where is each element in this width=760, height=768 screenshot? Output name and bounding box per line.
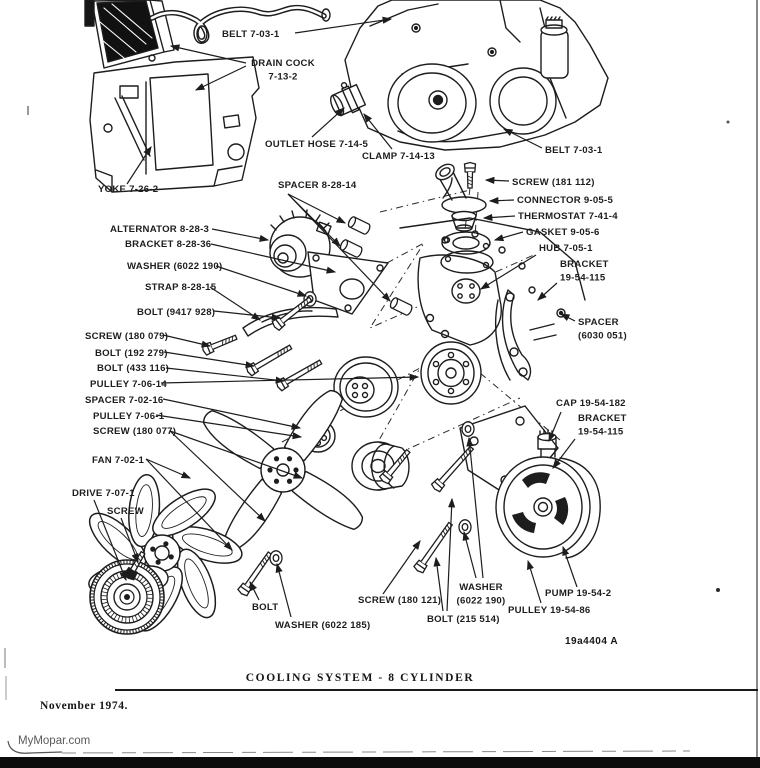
part-label-gasket: GASKET 9-05-6: [526, 227, 600, 238]
leader-line-bolt-433-116: [166, 368, 284, 381]
radiator: [85, 0, 174, 68]
part-label-pulley-19-54-86: PULLEY 19-54-86: [508, 605, 591, 616]
part-label-spacer-8-28-14: SPACER 8-28-14: [278, 180, 357, 191]
watermark-link[interactable]: MyMopar.com: [18, 735, 91, 747]
leader-line-spacer-6030: [561, 314, 575, 321]
part-label-screw-181-112: SCREW (181 112): [512, 177, 595, 188]
part-label-alternator: ALTERNATOR 8-28-3: [110, 224, 210, 235]
fastener: [275, 357, 323, 391]
part-label-bolt-192-279: BOLT (192 279): [95, 348, 168, 359]
leader-line-bolt-plain: [250, 582, 259, 600]
part-label-belt-right: BELT 7-03-1: [545, 145, 603, 156]
part-label-drain-cock: DRAIN COCK 7-13-2: [251, 58, 315, 83]
part-label-washer-6022-190-btm: WASHER (6022 190): [456, 582, 506, 607]
washer-part: [462, 422, 474, 436]
part-label-washer-left: WASHER (6022 190): [127, 261, 223, 272]
thermostat-part: [452, 212, 476, 232]
leader-line-alternator: [212, 229, 268, 240]
yoke-support: [90, 57, 259, 192]
crank-pulley: [421, 342, 481, 404]
part-label-outlet-hose: OUTLET HOSE 7-14-5: [265, 139, 369, 150]
fastener: [245, 342, 293, 376]
part-label-bolt-9417-928: BOLT (9417 928): [137, 307, 216, 318]
part-label-pulley-7-06-14: PULLEY 7-06-14: [90, 379, 167, 390]
footer-rule: [115, 689, 758, 691]
part-label-spacer-7-02-16: SPACER 7-02-16: [85, 395, 164, 406]
damper-pulley: [352, 442, 409, 490]
washer-part: [270, 551, 282, 565]
part-label-bolt-plain: BOLT: [252, 602, 279, 613]
part-label-drive: DRIVE 7-07-1: [72, 488, 135, 499]
connector-part: [433, 161, 486, 213]
fastener: [237, 550, 274, 597]
part-label-fan: FAN 7-02-1: [92, 455, 145, 466]
part-label-screw-180-079: SCREW (180 079): [85, 331, 169, 342]
water-pump-body: [418, 251, 501, 345]
water-outlet-stack: [418, 161, 501, 345]
leader-line-gasket: [495, 232, 523, 240]
leader-line-bolt-215-514: [447, 499, 452, 611]
engine-bracket-upper: [496, 290, 565, 380]
part-label-screw-plain: SCREW: [107, 506, 144, 517]
part-label-pulley-7-06-1: PULLEY 7-06-1: [93, 411, 165, 422]
fastener: [465, 163, 476, 189]
fastener: [201, 332, 238, 355]
part-label-spacer-6030: SPACER (6030 051): [578, 317, 627, 342]
leader-line-thermostat: [484, 216, 515, 218]
part-label-washer-6022-185: WASHER (6022 185): [275, 620, 371, 631]
spacer-part: [339, 239, 363, 258]
alternator-bracket: [308, 252, 388, 314]
part-label-hub: HUB 7-05-1: [539, 243, 593, 254]
leader-line-washer-6022-190-btm: [464, 532, 476, 578]
leader-line-washer-6022-185: [277, 564, 291, 617]
section-title: COOLING SYSTEM - 8 CYLINDER: [245, 672, 475, 684]
date-note: November 1974.: [40, 700, 129, 712]
part-label-strap: STRAP 8-28-15: [145, 282, 217, 293]
bottom-scan-bar: [0, 757, 760, 768]
part-label-connector: CONNECTOR 9-05-5: [517, 195, 614, 206]
leader-line-outlet-hose: [312, 108, 344, 137]
part-label-thermostat: THERMOSTAT 7-41-4: [518, 211, 618, 222]
spacer-part: [347, 216, 371, 235]
part-label-bracket-lower: BRACKET 19-54-115: [578, 413, 627, 438]
leader-line-bracket-upper: [538, 283, 557, 300]
leader-line-connector: [490, 200, 514, 201]
part-label-bolt-433-116: BOLT (433 116): [97, 363, 170, 374]
leader-line-screw-181-112: [486, 180, 509, 181]
spacer-part: [389, 297, 413, 316]
part-label-belt-top: BELT 7-03-1: [222, 29, 280, 40]
leader-line-screw-180-079: [163, 335, 210, 346]
part-label-cap: CAP 19-54-182: [556, 398, 626, 409]
figure-number: 19a4404 A: [565, 636, 619, 647]
water-pump-pulley: [334, 357, 398, 417]
part-label-bolt-215-514: BOLT (215 514): [427, 614, 500, 625]
part-label-pump: PUMP 19-54-2: [545, 588, 612, 599]
ps-pump-body: [496, 457, 600, 558]
washer-part: [459, 520, 471, 534]
part-label-screw-180-121: SCREW (180 121): [358, 595, 442, 606]
part-label-clamp: CLAMP 7-14-13: [362, 151, 435, 162]
part-label-yoke: YOKE 7-26-2: [98, 184, 159, 195]
part-label-bracket-upper: BRACKET 19-54-115: [560, 259, 609, 284]
part-label-bracket-8-28-36: BRACKET 8-28-36: [125, 239, 212, 250]
leader-line-pulley-19-54-86: [528, 561, 541, 603]
leader-line-fan: [146, 459, 190, 478]
part-label-screw-180-077: SCREW (180 077): [93, 426, 177, 437]
